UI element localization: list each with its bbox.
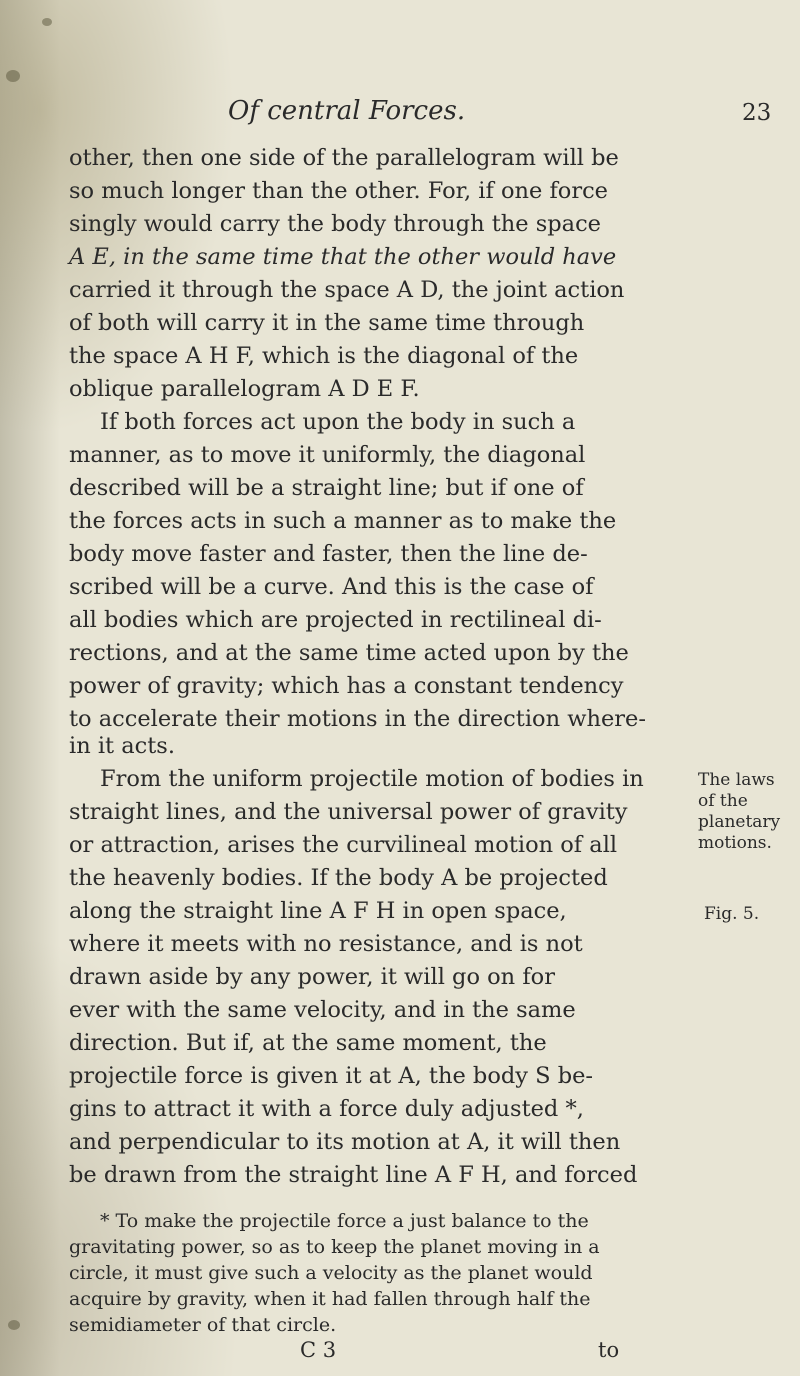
text-line: ever with the same velocity, and in the same [69, 997, 576, 1023]
text-line: projectile force is given it at A, the body S be- [69, 1063, 594, 1089]
figure-reference: Fig. 5. [704, 904, 760, 924]
page-stain [6, 70, 20, 82]
footnote-line: acquire by gravity, when it had fallen through half the [69, 1288, 591, 1310]
text-line: scribed will be a curve. And this is the case of [69, 574, 594, 600]
catchword: to [598, 1338, 620, 1362]
text-line: along the straight line A F H in open space, [69, 898, 567, 924]
text-line: carried it through the space A D, the joint action [69, 277, 625, 303]
text-line: power of gravity; which has a constant tendency [69, 673, 624, 699]
margin-note-line: of the [698, 791, 748, 811]
text-line: singly would carry the body through the space [69, 211, 602, 237]
footnote-line: * To make the projectile force a just balance to the [100, 1210, 589, 1232]
page-stain [8, 1320, 20, 1330]
text-line: drawn aside by any power, it will go on for [69, 964, 555, 990]
margin-note-line: planetary [698, 812, 781, 832]
text-line: the space A H F, which is the diagonal of the [69, 343, 579, 369]
text-line: gins to attract it with a force duly adjusted *, [69, 1096, 584, 1122]
text-line: If both forces act upon the body in such a [100, 409, 576, 435]
text-line: of both will carry it in the same time through [69, 310, 585, 336]
text-line: body move faster and faster, then the line de- [69, 541, 588, 567]
text-line: straight lines, and the universal power of gravity [69, 799, 628, 825]
text-line: be drawn from the straight line A F H, and forced [69, 1162, 638, 1188]
text-line: described will be a straight line; but if one of [69, 475, 584, 501]
text-line: From the uniform projectile motion of bodies in [100, 766, 644, 792]
page-stain [42, 18, 52, 26]
text-line: to accelerate their motions in the direction where- [69, 706, 646, 732]
text-line: all bodies which are projected in rectilineal di- [69, 607, 602, 633]
text-line: oblique parallelogram A D E F. [69, 376, 420, 402]
running-title: Of central Forces. [228, 96, 466, 126]
page-header [0, 96, 800, 136]
margin-note-line: motions. [698, 833, 772, 853]
text-line: in it acts. [69, 733, 175, 759]
footnote-line: circle, it must give such a velocity as the planet would [69, 1262, 593, 1284]
margin-note-line: The laws [698, 770, 775, 790]
text-line: other, then one side of the parallelogram will be [69, 145, 619, 171]
signature-mark: C 3 [300, 1338, 337, 1362]
text-line: A E, in the same time that the other would have [69, 244, 617, 270]
text-line: the forces acts in such a manner as to make the [69, 508, 617, 534]
text-line: or attraction, arises the curvilineal motion of all [69, 832, 618, 858]
text-line: and perpendicular to its motion at A, it will then [69, 1129, 621, 1155]
text-line: direction. But if, at the same moment, the [69, 1030, 547, 1056]
text-line: where it meets with no resistance, and is not [69, 931, 583, 957]
text-line: manner, as to move it uniformly, the diagonal [69, 442, 586, 468]
text-line: so much longer than the other. For, if one force [69, 178, 608, 204]
text-line: the heavenly bodies. If the body A be projected [69, 865, 608, 891]
text-line: rections, and at the same time acted upon by the [69, 640, 629, 666]
page-number: 23 [742, 100, 772, 126]
footnote-line: semidiameter of that circle. [69, 1314, 337, 1336]
footnote-line: gravitating power, so as to keep the planet moving in a [69, 1236, 600, 1258]
